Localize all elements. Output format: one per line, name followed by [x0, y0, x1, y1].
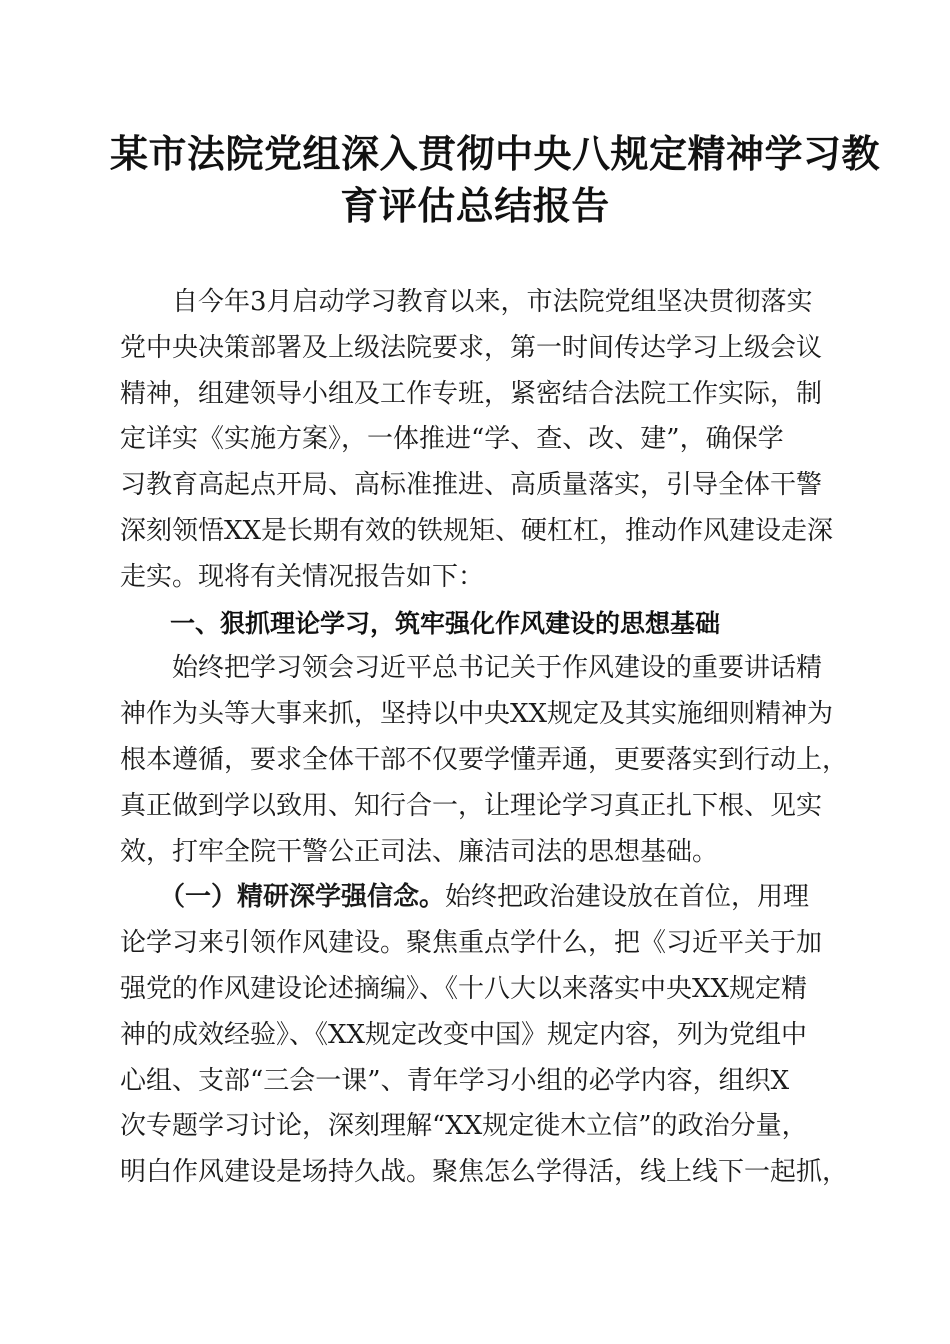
- text-line: 真正做到学以致用、知行合一，让理论学习真正扎下根、见实: [120, 790, 823, 821]
- text-line: 心组、支部“三会一课”、青年学习小组的必学内容，组织X: [120, 1065, 790, 1096]
- title-line: 育评估总结报告: [340, 183, 610, 228]
- text-line: 明白作风建设是场持久战。聚焦怎么学得活，线上线下一起抓，: [120, 1157, 849, 1188]
- subsection-lead: （一）精研深学强信念。: [120, 882, 446, 913]
- section-heading: 一、狠抓理论学习，筑牢强化作风建设的思想基础: [120, 608, 721, 638]
- text-line: 深刻领悟XX是长期有效的铁规矩、硬杠杠，推动作风建设走深: [120, 515, 834, 546]
- text-line: 效，打牢全院干警公正司法、廉洁司法的思想基础。: [120, 836, 719, 867]
- text-line: 强党的作风建设论述摘编》、《十八大以来落实中央XX规定精: [120, 973, 808, 1004]
- intro-paragraph: [120, 280, 832, 601]
- text-line: [120, 875, 832, 921]
- text-line: 神作为头等大事来抓，坚持以中央XX规定及其实施细则精神为: [120, 699, 834, 730]
- subsection-text: 始终把政治建设放在首位，用理: [445, 882, 810, 913]
- text-line: 党中央决策部署及上级法院要求，第一时间传达学习上级会议: [120, 332, 823, 363]
- title-line: 某市法院党组深入贯彻中央八规定精神学习教: [110, 131, 881, 176]
- text-line: 定详实《实施方案》，一体推进“学、查、改、建”，确保学: [120, 424, 784, 455]
- text-line: 始终把学习领会习近平总书记关于作风建设的重要讲话精: [120, 653, 823, 684]
- text-line: 精神，组建领导小组及工作专班，紧密结合法院工作实际，制: [120, 378, 823, 409]
- document-body: [120, 280, 849, 1196]
- text-line: 次专题学习讨论，深刻理解“XX规定徙木立信”的政治分量，: [120, 1111, 808, 1142]
- text-line: 根本遵循，要求全体干部不仅要学懂弄通，更要落实到行动上，: [120, 744, 849, 775]
- subsection-paragraph: [120, 875, 849, 1196]
- text-line: 自今年3月启动学习教育以来，市法院党组坚决贯彻落实: [120, 287, 813, 317]
- text-line: 习教育高起点开局、高标准推进、高质量落实，引导全体干警: [120, 470, 823, 501]
- section-paragraph: [120, 646, 849, 875]
- text-line: 走实。现将有关情况报告如下：: [120, 561, 485, 592]
- text-line: 论学习来引领作风建设。聚焦重点学什么，把《习近平关于加: [120, 928, 823, 959]
- document-title: [110, 128, 881, 232]
- text-line: 神的成效经验》、《XX规定改变中国》规定内容，列为党组中: [120, 1019, 808, 1050]
